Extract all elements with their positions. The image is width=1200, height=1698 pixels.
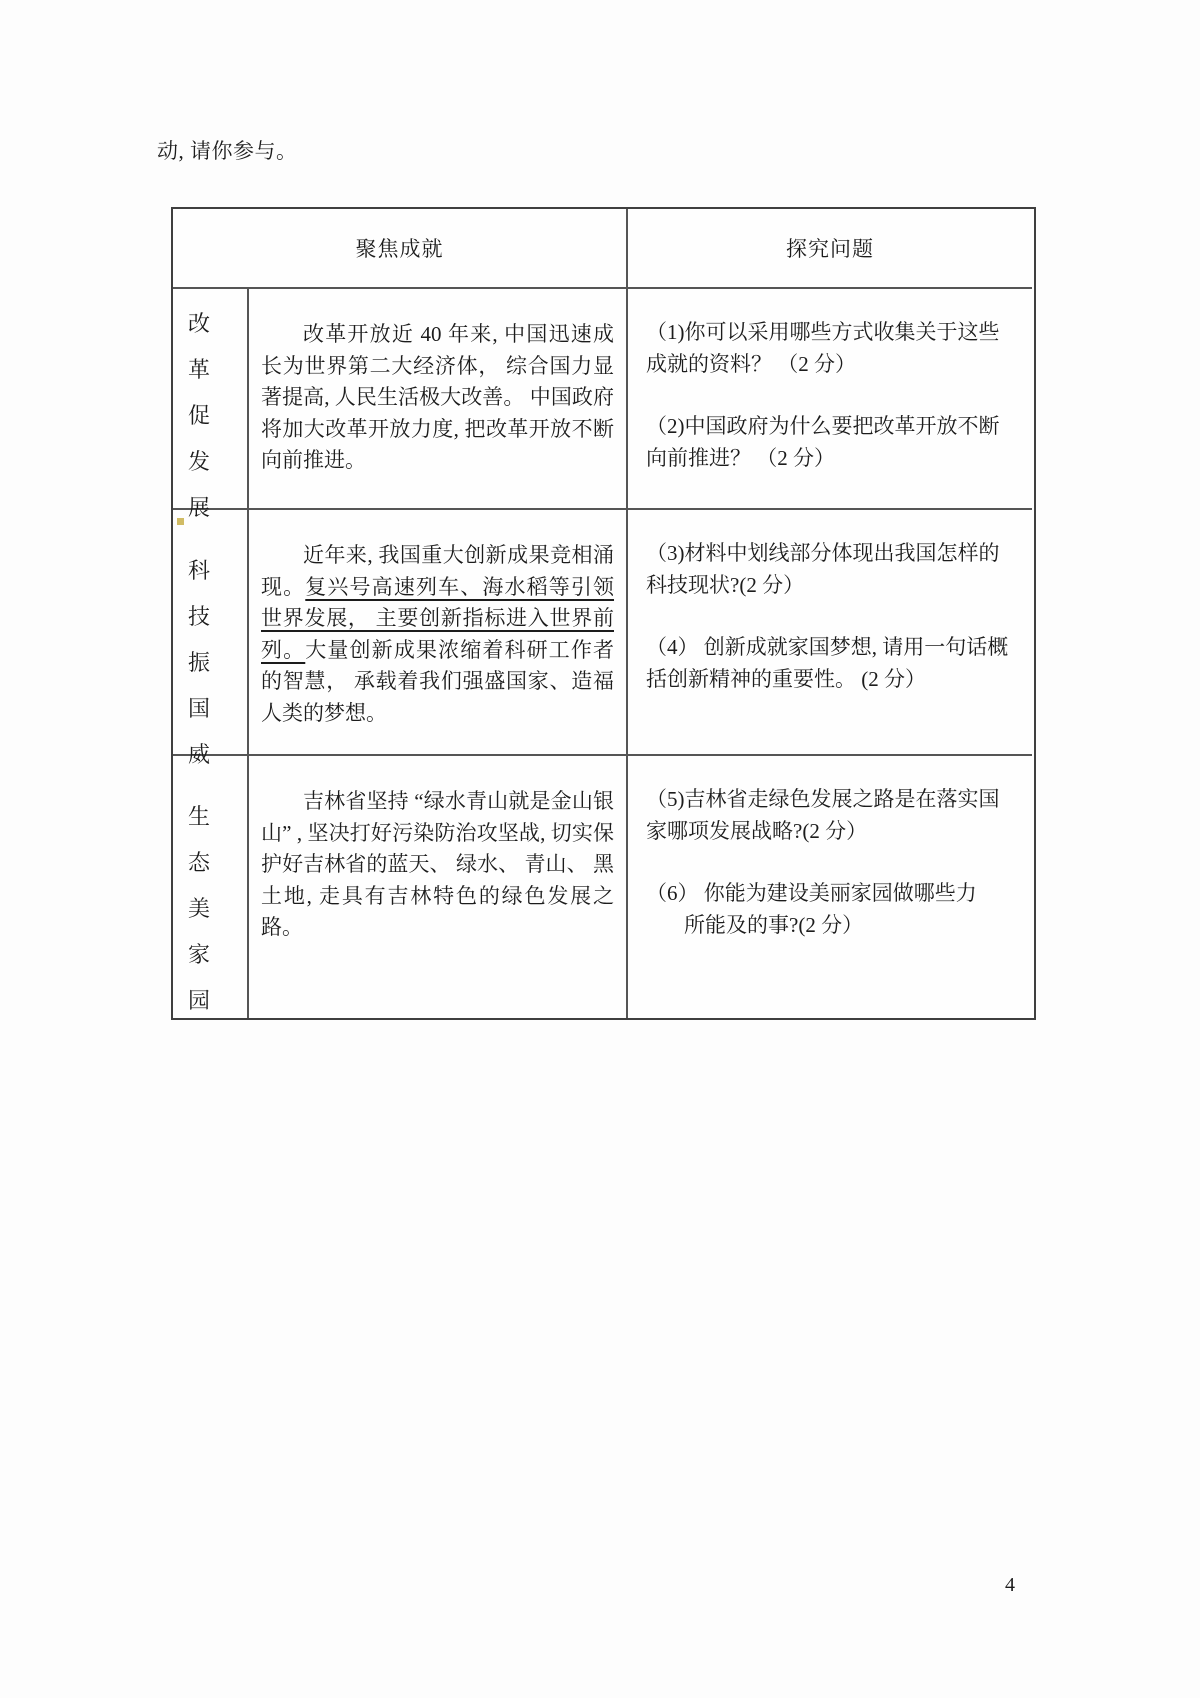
focus-cell-technology [249, 510, 628, 756]
question-cell-ecology [628, 756, 1032, 1018]
header-focus-label: 聚焦成就 [355, 237, 444, 261]
question-cell-technology [628, 510, 1032, 756]
header-questions-label: 探究问题 [786, 237, 874, 261]
intro-text: 动, 请你参与。 [157, 139, 298, 163]
header-cell-questions [628, 209, 1032, 289]
focus-paragraph-reform: 改革开放近 40 年来, 中国迅速成长为世界第二大经济体， 综合国力显著提高, 人民生活极大改善。 中国政府将加大改革开放力度, 把改革开放不断向前推进。 [261, 322, 614, 472]
page-number: 4 [1005, 1574, 1015, 1596]
row-label-reform-text: 改革促发展 [188, 311, 211, 520]
question-2: （2)中国政府为什么要把改革开放不断向前推进？ （2 分） [646, 414, 1000, 470]
scan-artifact-dot [177, 518, 184, 525]
question-1: （1)你可以采用哪些方式收集关于这些成就的资料？ （2 分） [646, 320, 1000, 376]
focus-cell-reform [249, 289, 628, 510]
achievements-questions-table [171, 207, 1036, 1020]
question-6-line1: （6） 你能为建设美丽家园做哪些力 [646, 881, 977, 905]
row-label-ecology-text: 生态美家园 [188, 804, 211, 1013]
row-label-reform [173, 289, 249, 520]
question-cell-reform [628, 289, 1032, 510]
focus-paragraph-ecology: 吉林省坚持 “绿水青山就是金山银山” , 坚决打好污染防治攻坚战, 切实保护好吉林省的蓝天、 绿水、 青山、 黑土地, 走具有吉林特色的绿色发展之路。 [261, 789, 614, 939]
header-cell-focus [173, 209, 628, 289]
question-6 [646, 878, 1018, 941]
row-label-technology-text: 科技振国威 [188, 558, 211, 767]
focus-paragraph-technology [261, 540, 614, 729]
question-4: （4） 创新成就家国梦想, 请用一句话概括创新精神的重要性。 (2 分） [646, 635, 1009, 691]
question-6-line2: 所能及的事?(2 分） [684, 912, 864, 937]
row-label-technology [173, 510, 249, 767]
question-5: （5)吉林省走绿色发展之路是在落实国家哪项发展战略?(2 分） [646, 787, 1000, 843]
focus-cell-ecology [249, 756, 628, 1018]
row-label-ecology [173, 756, 249, 1018]
focus-technology-after: 大量创新成果浓缩着科研工作者的智慧， 承载着我们强盛国家、造福人类的梦想。 [261, 637, 615, 725]
question-3: （3)材料中划线部分体现出我国怎样的科技现状?(2 分） [646, 541, 1000, 597]
focus-technology-before: 近年来, 我国重大创新成果竞相涌现。 [261, 543, 614, 599]
focus-technology-underlined: 复兴号高速列车、海水稻等引领世界发展， 主要创新指标进入世界前列。 [261, 574, 615, 662]
